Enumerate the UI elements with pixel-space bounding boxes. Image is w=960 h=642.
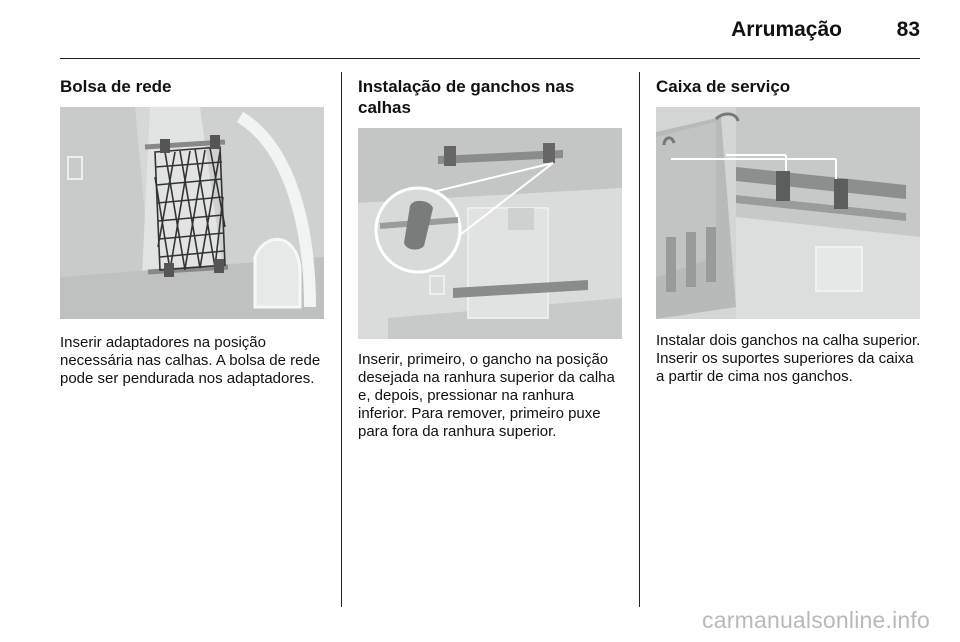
column-divider-2 <box>639 72 640 607</box>
column-divider-1 <box>341 72 342 607</box>
page-number: 83 <box>896 18 920 41</box>
cargo-net-description: Inserir adaptadores na posição necessária nas calhas. A bolsa de rede pode ser pendurada nos adaptadores. <box>60 334 321 387</box>
column-cargo-net <box>60 76 324 387</box>
heading-cargo-net: Bolsa de rede <box>60 77 172 96</box>
rail-hook-illustration <box>358 128 622 339</box>
watermark: carmanualsonline.info <box>702 607 930 633</box>
service-box-description: Instalar dois ganchos na calha superior. Inserir os suportes superiores da caixa a partir de cima nos ganchos. <box>656 332 921 385</box>
column-service-box <box>656 76 921 385</box>
header-divider <box>60 58 920 59</box>
heading-service-box: Caixa de serviço <box>656 77 791 96</box>
column-rail-hooks <box>358 76 622 440</box>
rail-hooks-description: Inserir, primeiro, o gancho na posição desejada na ranhura superior da calha e, depois, pressionar na ranhura inferior. Para remover, primeiro puxe para fora da ranhura superior. <box>358 351 615 440</box>
service-box-illustration <box>656 107 920 319</box>
heading-rail-hooks: Instalação de ganchos nas calhas <box>358 77 575 117</box>
section-title: Arrumação <box>731 18 842 41</box>
cargo-net-illustration <box>60 107 324 319</box>
